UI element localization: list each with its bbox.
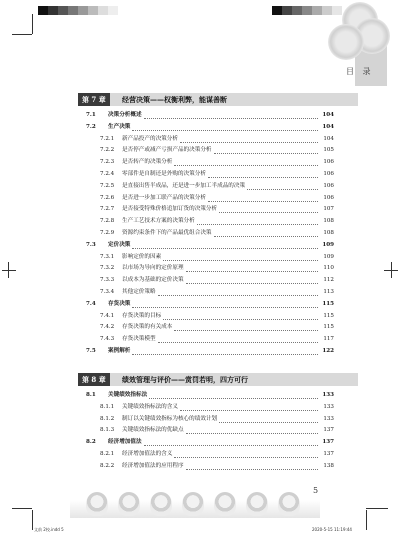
toc-entry-title: 生产工艺技术方案的决策分析 (122, 218, 195, 225)
toc-entry-page: 133 (323, 403, 334, 410)
toc-entry-page: 108 (323, 230, 334, 236)
toc-entry-number: 7.3.4 (100, 289, 115, 295)
toc-entry[interactable] (100, 449, 334, 460)
section-header: 目 录 (346, 67, 374, 76)
chapter-title: 绩效管理与评价——赏罚若明，四方可行 (122, 375, 248, 384)
toc-entry-title: 关键绩效指标法的含义 (122, 403, 178, 410)
dot-leader (186, 427, 318, 434)
toc-entry-title: 存货决策的有关成本 (122, 324, 173, 331)
toc-entry-title: 以市场为导向的定价原理 (122, 265, 184, 272)
dot-leader (163, 254, 318, 261)
toc-entry-number: 7.2.1 (100, 135, 115, 142)
toc-entry[interactable] (86, 346, 334, 357)
toc-entry-page: 106 (323, 159, 334, 166)
toc-entry[interactable] (86, 437, 334, 448)
toc-entry-title: 是否转产的决策分析 (122, 159, 173, 166)
footer-file: 文前 2校.indd 5 (34, 527, 64, 532)
toc-entry[interactable] (100, 252, 334, 263)
toc-entry-page: 106 (323, 171, 334, 177)
chapter-heading (78, 373, 358, 386)
toc-entry-page: 117 (323, 336, 334, 343)
toc-entry-page: 104 (323, 135, 334, 142)
toc-entry-page: 133 (323, 415, 334, 422)
toc-entry-title: 存货决策 (108, 300, 131, 307)
dot-leader (186, 265, 318, 272)
dot-leader (163, 313, 318, 320)
toc-entry-title: 经济增加值法的含义 (122, 451, 173, 457)
decorative-flower (86, 492, 108, 516)
toc-entry-title: 新产品投产的决策分析 (122, 135, 178, 142)
toc-entry-title: 关键绩效指标法 (108, 392, 148, 398)
toc-entry-page: 137 (323, 427, 334, 434)
toc-entry-number: 7.3.3 (100, 277, 115, 284)
toc-entry[interactable] (100, 145, 334, 156)
dot-leader (158, 336, 318, 343)
dot-leader (208, 171, 318, 178)
toc-entry-number: 7.2.2 (100, 147, 115, 154)
toc-entry-page: 106 (323, 182, 334, 189)
toc-entry[interactable] (100, 275, 334, 286)
toc-entry[interactable] (100, 263, 334, 274)
dot-leader (180, 404, 318, 411)
dot-leader (132, 242, 318, 249)
toc-entry[interactable] (100, 322, 334, 333)
dot-leader (186, 277, 318, 284)
toc-entry[interactable] (86, 240, 334, 251)
toc-entry-title: 是直接出售半成品，还是进一步加工半成品的决策 (122, 182, 246, 189)
toc-entry-number: 7.2.3 (100, 159, 115, 166)
crop-mark (391, 262, 392, 278)
chapter-number: 第 8 章 (78, 373, 110, 386)
toc-entry-page: 107 (323, 206, 334, 213)
toc-entry-number: 7.2 (86, 123, 96, 130)
toc-entry-title: 其他定价策略 (122, 289, 156, 295)
toc-entry[interactable] (100, 334, 334, 345)
toc-entry-number: 7.4 (86, 300, 96, 307)
toc-entry-page: 115 (322, 300, 334, 307)
toc-entry-number: 7.2.8 (100, 218, 115, 225)
toc-entry-number: 7.3 (86, 241, 96, 248)
toc-entry-number: 7.3.1 (100, 253, 115, 260)
toc-entry-title: 零部件是自制还是外购的决策分析 (122, 171, 206, 177)
dot-leader (144, 112, 318, 119)
toc-entry-title: 制订以关键绩效指标为核心的绩效计划 (122, 415, 218, 422)
decorative-flower (182, 492, 204, 516)
crop-mark (366, 508, 388, 509)
toc-entry-page: 104 (322, 112, 334, 118)
toc-entry[interactable] (100, 228, 334, 239)
dot-leader (174, 159, 318, 166)
registration-strip-left (38, 6, 128, 15)
dot-leader (144, 439, 318, 446)
toc-entry-page: 137 (322, 439, 334, 446)
toc-entry-title: 以成本为基础的定价决策 (122, 277, 184, 284)
toc-entry-number: 8.1.1 (100, 403, 115, 410)
crop-mark (12, 34, 32, 35)
toc-entry[interactable] (100, 134, 334, 145)
toc-entry-number: 8.2.2 (100, 462, 115, 469)
decorative-flower (150, 492, 172, 516)
toc-entry[interactable] (100, 414, 334, 425)
toc-entry-number: 7.2.5 (100, 182, 115, 189)
toc-entry-title: 案例解析 (108, 348, 131, 354)
toc-entry-title: 生产决策 (108, 123, 131, 130)
chapter-number: 第 7 章 (78, 93, 110, 106)
toc-entry-page: 115 (323, 324, 334, 331)
crop-mark (32, 14, 33, 34)
toc-entry-title: 影响定价的因素 (122, 253, 162, 260)
toc-entry-number: 7.4.3 (100, 336, 115, 343)
toc-entry-page: 137 (323, 451, 334, 457)
dot-leader (174, 451, 318, 458)
toc-entry-page: 112 (323, 277, 334, 284)
toc-entry[interactable] (86, 390, 334, 401)
toc-entry-title: 存货决策的目标 (122, 312, 162, 319)
toc-entry-title: 存货决策模型 (122, 336, 156, 343)
chapter-title: 经营决策——权衡利弊，能谋善断 (122, 95, 227, 104)
decorative-flower (118, 492, 140, 516)
toc-entry-page: 113 (323, 289, 334, 295)
toc-entry-title: 经济增加值法 (108, 439, 142, 446)
toc-entry[interactable] (100, 157, 334, 168)
toc-entry-number: 8.2 (86, 439, 96, 446)
toc-entry-number: 7.3.2 (100, 265, 115, 272)
toc-entry-title: 决策分析概述 (108, 112, 142, 118)
decorative-flower (278, 492, 300, 516)
toc-entry-number: 7.5 (86, 348, 96, 354)
toc-entry-page: 109 (322, 241, 334, 248)
toc-entry-number: 8.1.2 (100, 415, 115, 422)
dot-leader (247, 183, 318, 190)
toc-entry[interactable] (86, 110, 334, 121)
toc-entry-page: 105 (323, 147, 334, 154)
toc-entry[interactable] (100, 402, 334, 413)
toc-entry[interactable] (100, 311, 334, 322)
dot-leader (132, 348, 318, 355)
toc-entry-number: 8.1.3 (100, 427, 115, 434)
toc-entry-title: 资源约束条件下的产品最优组合决策 (122, 230, 212, 236)
dot-leader (180, 136, 318, 143)
toc-entry-page: 109 (323, 253, 334, 260)
toc-entry[interactable] (100, 193, 334, 204)
toc-entry-number: 7.1 (86, 112, 96, 118)
toc-entry-page: 133 (322, 392, 334, 398)
dot-leader (219, 416, 318, 423)
toc-entry-page: 138 (323, 462, 334, 469)
dot-leader (158, 289, 318, 296)
toc-entry[interactable] (100, 425, 334, 436)
toc-entry-title: 是否进一步加工联产品的决策分析 (122, 194, 206, 201)
dot-leader (214, 147, 318, 154)
dot-leader (197, 218, 318, 225)
crop-mark (8, 262, 9, 278)
dot-leader (132, 124, 318, 131)
crop-mark (32, 510, 33, 530)
toc-entry-number: 7.4.2 (100, 324, 115, 331)
toc-entry-number: 7.2.6 (100, 194, 115, 201)
registration-strip-right (272, 6, 352, 15)
footer-timestamp: 2020-5-15 11:19:44 (312, 527, 352, 532)
toc-entry[interactable] (100, 461, 334, 472)
decorative-flower (246, 492, 268, 516)
toc-entry-page: 115 (323, 312, 334, 319)
toc-entry-number: 8.1 (86, 392, 96, 398)
toc-entry-title: 定价决策 (108, 241, 131, 248)
toc-entry-page: 122 (322, 348, 334, 354)
toc-entry-number: 7.2.9 (100, 230, 115, 236)
dot-leader (174, 324, 318, 331)
toc-entry-title: 是否接受特殊价格追加订货的决策分析 (122, 206, 218, 213)
toc-entry[interactable] (86, 122, 334, 133)
chapter-heading (78, 93, 358, 106)
dot-leader (214, 230, 318, 237)
toc-entry-page: 108 (323, 218, 334, 225)
toc-entry-number: 7.2.4 (100, 171, 115, 177)
toc-entry[interactable] (100, 216, 334, 227)
toc-entry-title: 关键绩效指标法的优缺点 (122, 427, 184, 434)
toc-entry-title: 经济增加值法的应用程序 (122, 462, 184, 469)
dot-leader (219, 206, 318, 213)
toc-entry[interactable] (100, 204, 334, 215)
dot-leader (149, 392, 318, 399)
decorative-ring (328, 24, 364, 60)
toc-entry-number: 7.4.1 (100, 312, 115, 319)
page-number: 5 (313, 486, 319, 495)
toc-entry-number: 7.2.7 (100, 206, 115, 213)
crop-mark (2, 270, 16, 271)
toc-entry[interactable] (86, 299, 334, 310)
toc-entry-number: 8.2.1 (100, 451, 115, 457)
toc-entry-page: 106 (323, 194, 334, 201)
dot-leader (132, 301, 318, 308)
toc-entry[interactable] (100, 169, 334, 180)
decorative-flower (214, 492, 236, 516)
toc-entry-page: 110 (323, 265, 334, 272)
toc-entry[interactable] (100, 181, 334, 192)
dot-leader (186, 463, 318, 470)
toc-entry-title: 是否停产或减产亏损产品的决策分析 (122, 147, 212, 154)
crop-mark (366, 510, 367, 530)
toc-entry[interactable] (100, 287, 334, 298)
crop-mark (12, 508, 32, 509)
toc-entry-page: 104 (322, 123, 334, 130)
dot-leader (208, 195, 318, 202)
